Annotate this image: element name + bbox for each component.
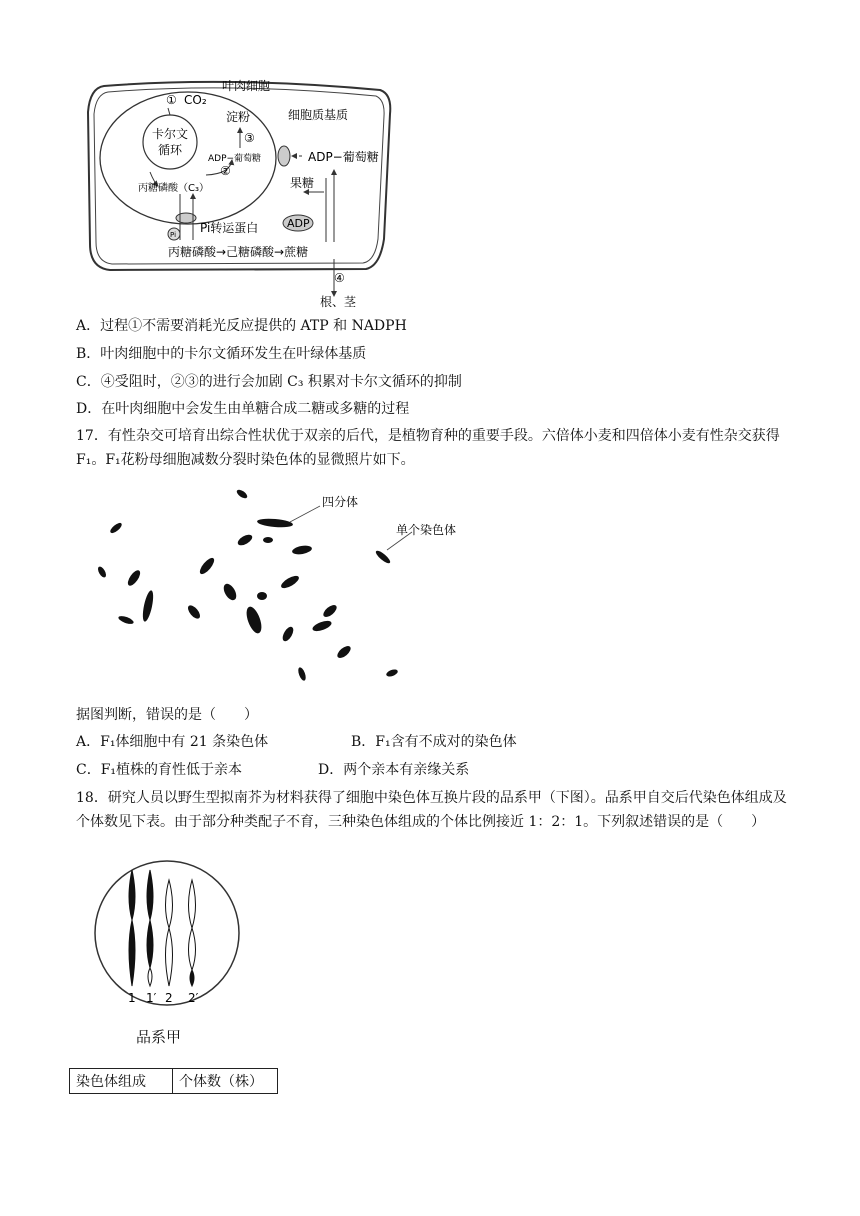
figure-caption-strain-jia: 品系甲 [136,1028,182,1046]
table-header-composition: 染色体组成 [70,1069,173,1094]
label-triose-c3: 丙糖磷酸（C₃） [138,183,209,194]
label-calvin-2: 循环 [158,143,183,157]
label-bottom-chain: 丙糖磷酸→己糖磷酸→蔗糖 [168,245,309,259]
label-step3: ③ [244,131,255,145]
q16-option-b: B．叶肉细胞中的卡尔文循环发生在叶绿体基质 [76,346,367,362]
label-step1: ① [166,93,177,107]
label-starch: 淀粉 [226,110,251,124]
chromosome-spread [96,488,398,682]
chromosome-2 [166,880,173,986]
label-mesophyll: 叶肉细胞 [222,79,271,93]
label-cytoplasm: 细胞质基质 [288,108,349,122]
chromosome-2-prime [189,880,196,970]
mesophyll-cell-diagram [80,74,420,310]
chromosome-label-2: 2 [165,991,173,1005]
q17-prompt: 据图判断，错误的是（ ） [76,707,258,723]
label-single-chromosome: 单个染色体 [396,523,457,537]
label-pi-transporter: Pi转运蛋白 [200,221,259,235]
q18-stem: 18．研究人员以野生型拟南芥为材料获得了细胞中染色体互换片段的品系甲（下图）。品系甲自交后代染色体组成及个体数见下表。由于部分种类配子不育，三种染色体组成的个体比例接近 1：2：1。下列叙述错误的是（ ） [76,790,787,830]
chromosome-1-prime [147,870,153,968]
label-fructose: 果糖 [290,176,315,190]
q17-option-a: A．F₁体细胞中有 21 条染色体 [76,734,269,750]
label-co2: CO₂ [184,93,207,107]
chromosome-label-1-prime: 1′ [146,991,157,1005]
label-adp-glucose-out: ADP−葡萄糖 [308,150,379,164]
q17-stem: 17．有性杂交可培育出综合性状优于双亲的后代，是植物育种的重要手段。六倍体小麦和四倍体小麦有性杂交获得 F₁。F₁花粉母细胞减数分裂时染色体的显微照片如下。 [76,428,780,468]
q17-option-b: B．F₁含有不成对的染色体 [351,734,517,750]
adp-glucose-transporter [278,146,290,166]
label-root-stem: 根、茎 [320,295,357,309]
calvin-cycle-circle [143,115,197,169]
label-pi: Pi [170,231,177,239]
table-row [70,1069,278,1094]
q16-option-d: D．在叶肉细胞中会发生由单糖合成二糖或多糖的过程 [76,401,410,417]
q17-option-d: D．两个亲本有亲缘关系 [318,762,470,778]
q16-option-c: C．④受阻时，②③的进行会加剧 C₃ 积累对卡尔文循环的抑制 [76,374,462,390]
label-adp: ADP [287,217,310,230]
table-header-count: 个体数（株） [173,1069,278,1094]
chromosome-1 [129,870,135,986]
offspring-table [69,1068,278,1094]
q17-option-c: C．F₁植株的育性低于亲本 [76,762,243,778]
label-adp-glucose-in: ADP−葡萄糖 [208,154,262,164]
label-step2: ② [220,164,231,178]
q16-option-a: A．过程①不需要消耗光反应提供的 ATP 和 NADPH [76,318,407,334]
label-tetrad: 四分体 [322,495,359,509]
strain-jia-chromosome-figure [92,858,242,1008]
label-calvin-1: 卡尔文 [152,127,189,141]
label-step4: ④ [334,271,345,285]
chromosome-micrograph [90,486,490,690]
chromosome-label-2-prime: 2′ [188,991,199,1005]
chromosome-label-1: 1 [128,991,136,1005]
